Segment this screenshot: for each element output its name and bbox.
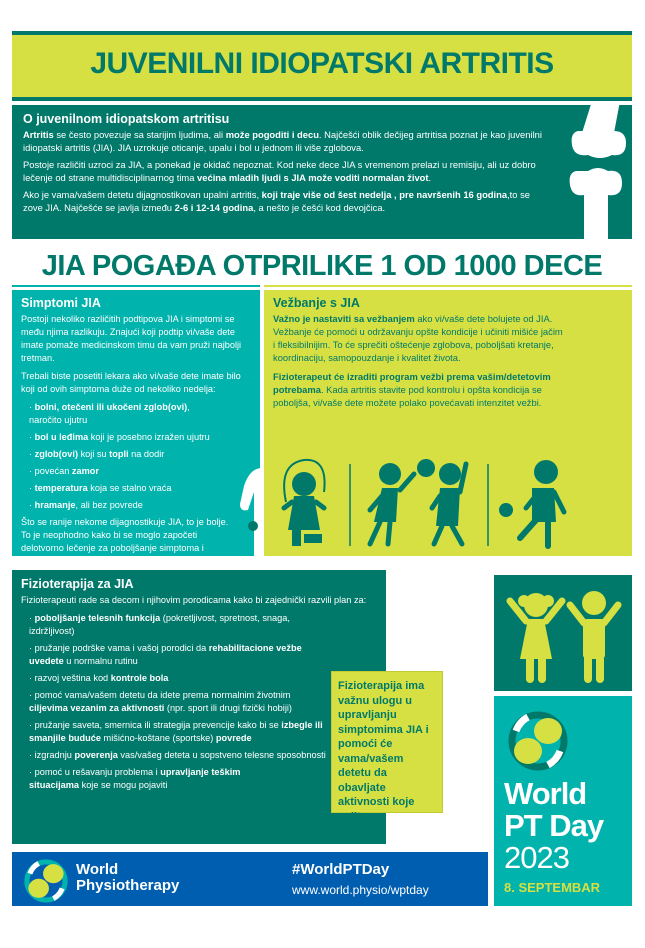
- text-bold: kontrole bola: [110, 673, 169, 683]
- text-bold: temperatura: [34, 483, 88, 493]
- text: u normalnu rutinu: [63, 656, 138, 666]
- text: koje se mogu pojaviti: [79, 780, 168, 790]
- list-item: · pomoć u rešavanju problema i upravljanje teškim situacijama koje se mogu pojaviti: [29, 767, 241, 790]
- children-cheering-icon: [494, 575, 632, 691]
- intro-paragraph-1: [23, 128, 558, 154]
- text-bold: većina mladih ljudi s JIA može voditi normalan život: [197, 172, 429, 183]
- list-item: · povećan zamor: [29, 466, 99, 476]
- text: ,to se zove JIA. Najčešće se javlja između: [23, 189, 531, 213]
- text-bold: može pogoditi i decu: [225, 129, 319, 140]
- text-bold: zglob(ovi): [34, 449, 79, 459]
- text: koji je posebno izražen ujutru: [88, 432, 210, 442]
- text-bold: rehabilitacione vežbe uvedete: [29, 643, 302, 666]
- text-bold: upravljanje teškim situacijama: [29, 767, 241, 790]
- text: , a nešto je češći kod devojčica.: [253, 202, 386, 213]
- list-item: · poboljšanje telesnih funkcija (pokretljivost, spretnost, snaga, izdržljivost): [29, 613, 290, 636]
- footer-bar: [12, 852, 488, 906]
- world-physiotherapy-logo-icon: [24, 859, 68, 903]
- text: izgradnju: [34, 750, 75, 760]
- children-cheering-panel: [494, 575, 632, 691]
- list-item: · temperatura koja se stalno vraća: [29, 483, 172, 493]
- brand-name-line2: Physiotherapy: [76, 877, 180, 894]
- text: . Najčešći oblik dečijeg artritisa poznat je kao juvenilni idiopatski artritis (JIA). JIA uzrokuje oticanje, upalu i bol u jednom ili više zglobova.: [23, 129, 542, 153]
- text: pružanje saveta, smernica ili strategija prevencije kako bi se: [34, 720, 282, 730]
- text: , ali bez povrede: [75, 500, 143, 510]
- text: pružanje podrške vama i vašoj porodici da: [34, 643, 209, 653]
- wptd-title-line1: World: [504, 776, 587, 811]
- world-pt-day-panel: [494, 696, 632, 906]
- physiotherapy-callout: Fizioterapija ima važnu ulogu u upravljanju simptomima JIA i pomoći će vama/vašem detetu da obavljate aktivnosti koje volite.: [331, 671, 443, 813]
- symptoms-section: [12, 290, 260, 566]
- physiotherapy-section: [12, 570, 386, 844]
- exercise-paragraph-1: [273, 312, 563, 364]
- text: Postoje različiti uzroci za JIA, a ponekad je okidač nepoznat. Kod neke dece JIA s vremenom prelazi u remisiju, ali uz dobro lečenje od strane multidisciplinarnog tima: [23, 159, 536, 183]
- symptoms-paragraph-2: Trebali biste posetiti lekara ako vi/vaše dete imate bilo koji od ovih simptoma duže od nekoliko nedelja:: [21, 371, 241, 394]
- website-link[interactable]: www.world.physio/wptday: [292, 883, 429, 897]
- wptd-date: 8. SEPTEMBAR: [504, 880, 601, 895]
- list-item: · pomoć vama/vašem detetu da idete prema normalnim životnim ciljevima vezanim za aktivnosti (npr. sport ili drugi fizički hobiji): [29, 690, 292, 713]
- text-bold: zamor: [71, 466, 99, 476]
- text: (npr. sport ili drugi fizički hobiji): [164, 703, 292, 713]
- physiotherapy-list: [21, 612, 377, 792]
- text: se često povezuje sa starijim ljudima, ali: [53, 129, 226, 140]
- text: Ako je vama/vašem detetu dijagnostikovan upalni artritis,: [23, 189, 262, 200]
- list-item: · razvoj veština kod kontrole bola: [29, 673, 169, 683]
- physiotherapy-intro: Fizioterapeuti rade sa decom i njihovim porodicama kako bi zajednički razvili plan za:: [21, 595, 367, 605]
- wptd-title-line2: PT Day: [504, 808, 604, 843]
- knee-joint-icon: [568, 101, 632, 239]
- exercise-section: [264, 290, 632, 556]
- text: , naročito ujutru: [29, 402, 190, 425]
- intro-heading: O juvenilnom idiopatskom artritisu: [23, 112, 230, 126]
- text-bold: poboljšanje telesnih funkcija: [34, 613, 161, 623]
- text-bold: topli: [109, 449, 129, 459]
- text: vas/vašeg deteta u sopstveno telesne sposobnosti: [117, 750, 326, 760]
- text-bold: koji traje više od šest nedelja , pre navršenih 16 godina: [261, 189, 508, 200]
- prevalence-headline: JIA POGAĐA OTPRILIKE 1 OD 1000 DECE: [41, 250, 603, 282]
- intro-paragraph-3: [23, 188, 548, 214]
- world-physiotherapy-logo-icon: [508, 711, 568, 771]
- text-bold: Važno je nastaviti sa vežbanjem: [273, 313, 415, 324]
- exercise-paragraph-2: [273, 370, 563, 409]
- text: razvoj veština kod: [34, 673, 111, 683]
- list-item: · bol u leđima koji je posebno izražen ujutru: [29, 432, 210, 442]
- list-item: · izgradnju poverenja vas/vašeg deteta u sopstveno telesne sposobnosti: [29, 750, 326, 760]
- page-title: JUVENILNI IDIOPATSKI ARTRITIS: [90, 47, 554, 80]
- text: povećan: [34, 466, 72, 476]
- text: koji su: [78, 449, 110, 459]
- text: pomoć u rešavanju problema i: [34, 767, 161, 777]
- exercise-heading: Vežbanje s JIA: [273, 296, 360, 310]
- text-bold: poverenja: [74, 750, 118, 760]
- text: . Kada artritis stavite pod kontrolu i opšta kondicija se poboljša, vi/vaše dete možete polako povećavati intenzitet vežbi.: [273, 384, 542, 408]
- list-item: · bolni, otečeni ili ukočeni zglob(ovi), naročito ujutru: [29, 402, 190, 425]
- intro-paragraph-2: [23, 158, 538, 184]
- text-bold: bolni, otečeni ili ukočeni zglob(ovi): [34, 402, 188, 412]
- text-bold: hramanje: [34, 500, 76, 510]
- divider: [264, 285, 632, 287]
- text: mišićno-koštane (sportske): [101, 733, 216, 743]
- text: koja se stalno vraća: [87, 483, 172, 493]
- intro-section: [12, 105, 632, 239]
- list-item: · hramanje, ali bez povrede: [29, 500, 143, 510]
- list-item: · pružanje podrške vama i vašoj porodici da rehabilitacione vežbe uvedete u normalnu rutinu: [29, 643, 302, 666]
- text: na dodir: [128, 449, 165, 459]
- text-bold: bol u leđima: [34, 432, 89, 442]
- wptd-year: 2023: [504, 840, 569, 875]
- physiotherapy-heading: Fizioterapija za JIA: [21, 577, 134, 591]
- text: (pokretljivost, spretnost, snaga, izdržljivost): [29, 613, 290, 636]
- title-banner: [12, 31, 632, 101]
- text-bold: Artritis: [23, 129, 54, 140]
- symptoms-paragraph-1: Postoji nekoliko različitih podtipova JIA i simptomi se među njima razlikuju. Znajući koji podtip vi/vaše dete imate pomaže medicinskom timu da vam pruži najbolji tretman.: [21, 314, 242, 363]
- brand-name-line1: World: [76, 861, 119, 878]
- symptoms-list: [21, 401, 251, 512]
- text-bold: ciljevima vezanim za aktivnosti: [29, 703, 165, 713]
- symptoms-heading: Simptomi JIA: [21, 296, 101, 310]
- text: pomoć vama/vašem detetu da idete prema normalnim životnim: [34, 690, 291, 700]
- list-item: · pružanje saveta, smernica ili strategija prevencije kako bi se izbegle ili smanjile buduće mišićno-koštane (sportske) povrede: [29, 720, 323, 743]
- text: .: [428, 172, 432, 183]
- hashtag: #WorldPTDay: [292, 861, 390, 878]
- text: ako vi/vaše dete bolujete od JIA. Vežbanje će pomoći u održavanju opšte kondicije i učiniti mišiće jačim i fleksibilnijim. To će sprečiti oštećenje zglobova, poboljšati kretanje, koordinaciju, samopouzdanje i kvalitet života.: [273, 313, 563, 363]
- list-item: · zglob(ovi) koji su topli na dodir: [29, 449, 165, 459]
- symptoms-paragraph-3: Što se ranije nekome dijagnostikuje JIA, to je bolje. To je neophodno kako bi se moglo započeti delotvorno lečenje za poboljšanje simptoma i povratak svakodnevnim aktivnostima: [21, 517, 229, 566]
- text-bold: povrede: [215, 733, 252, 743]
- divider: [12, 285, 260, 287]
- text-bold: Fizioterapeut će izraditi program vežbi prema vašim/detetovim potrebama: [273, 371, 551, 395]
- text-bold: izbegle ili smanjile buduće: [29, 720, 323, 743]
- text-bold: 2-6 i 12-14 godina: [174, 202, 254, 213]
- children-exercising-illustration: [270, 450, 570, 550]
